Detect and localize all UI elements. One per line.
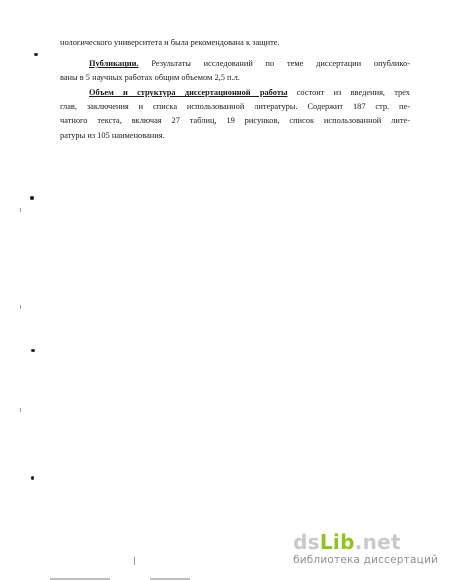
scan-speck: [34, 53, 38, 56]
scan-mark: [20, 408, 21, 412]
scan-mark: [20, 305, 21, 309]
paragraph-line: [60, 57, 410, 71]
dslib-subtitle: библиотека диссертаций: [293, 554, 438, 566]
paragraph-text: состоит из введения, трех: [296, 88, 410, 97]
structure-heading: Объем и структура диссертационной работы: [89, 88, 288, 97]
scan-speck: [30, 196, 34, 200]
paragraph-line: чатного текста, включая 27 таблиц, 19 рисунков, список использованной лите-: [60, 116, 410, 126]
publications-heading: Публикации.: [89, 59, 139, 68]
scan-speck: [31, 476, 34, 480]
structure-paragraph: [60, 86, 410, 143]
paragraph-line: нологического университета и была рекомендована к защите.: [60, 38, 280, 47]
paragraph-text: Результаты исследований по теме диссертации опублико-: [151, 59, 410, 68]
paragraph-line: ваны в 5 научных работах общим объемом 2,5 п.л.: [60, 73, 240, 83]
scan-mark: [134, 557, 135, 565]
paragraph-line: глав, заключения и списка использованной литературы. Содержит 187 стр. пе-: [60, 102, 410, 112]
body-text: [60, 36, 410, 50]
dslib-watermark: [293, 532, 438, 566]
scan-mark: [20, 208, 21, 212]
publications-paragraph: [60, 57, 410, 85]
scan-speck: [31, 349, 35, 352]
paragraph-line: ратуры из 105 наименования.: [60, 130, 165, 140]
paragraph-line: [60, 86, 410, 100]
dslib-logo: dsLib.net: [293, 530, 401, 554]
